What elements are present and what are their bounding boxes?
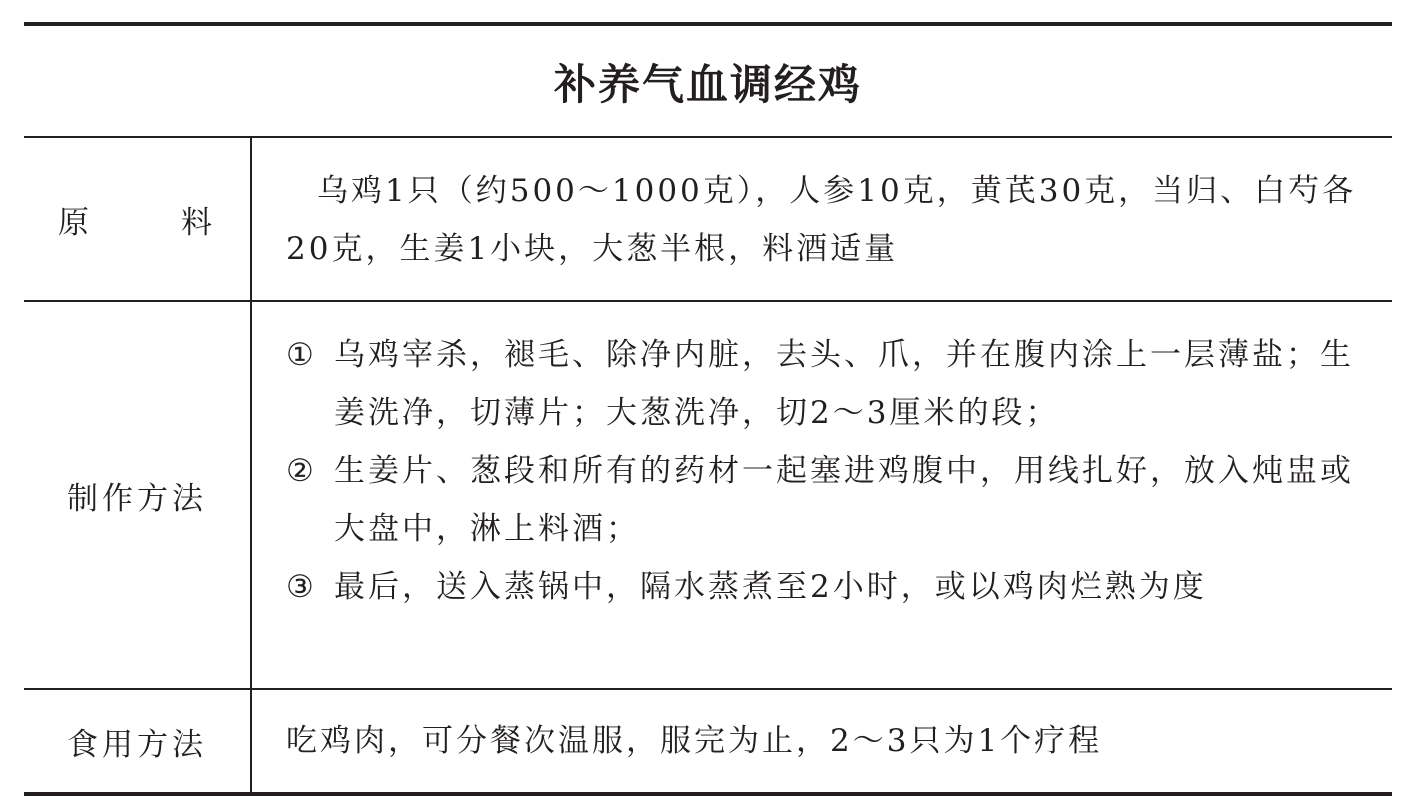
step-number: ② <box>286 453 317 489</box>
method-step <box>286 558 1366 616</box>
ingredients-label-char-2: 料 <box>181 204 216 241</box>
method-label: 制作方法 <box>67 480 207 517</box>
step-text: 生姜片、葱段和所有的药材一起塞进鸡腹中，用线扎好，放入炖盅或大盘中，淋上料酒； <box>334 453 1354 547</box>
ingredients-label <box>24 138 250 300</box>
method-step <box>286 442 1366 558</box>
usage-text: 吃鸡肉，可分餐次温服，服完为止，2～3只为1个疗程 <box>286 723 1103 759</box>
step-text: 最后，送入蒸锅中，隔水蒸煮至2小时，或以鸡肉烂熟为度 <box>334 569 1207 605</box>
recipe-title: 补养气血调经鸡 <box>553 60 862 109</box>
method-step <box>286 326 1366 442</box>
step-text: 乌鸡宰杀，褪毛、除净内脏，去头、爪，并在腹内涂上一层薄盐；生姜洗净，切薄片；大葱洗净，切2～3厘米的段； <box>334 337 1354 431</box>
ingredients-text: 乌鸡1只（约500～1000克），人参10克，黄芪30克，当归、白芍各20克，生姜1小块，大葱半根，料酒适量 <box>286 173 1357 267</box>
step-number: ① <box>286 337 317 373</box>
method-steps <box>286 326 1366 616</box>
step-number: ③ <box>286 569 317 605</box>
bottom-rule <box>24 792 1392 796</box>
ingredients-label-char-1: 原 <box>58 204 93 241</box>
column-divider <box>250 138 252 792</box>
recipe-table <box>24 22 1392 798</box>
usage-label: 食用方法 <box>67 726 207 763</box>
